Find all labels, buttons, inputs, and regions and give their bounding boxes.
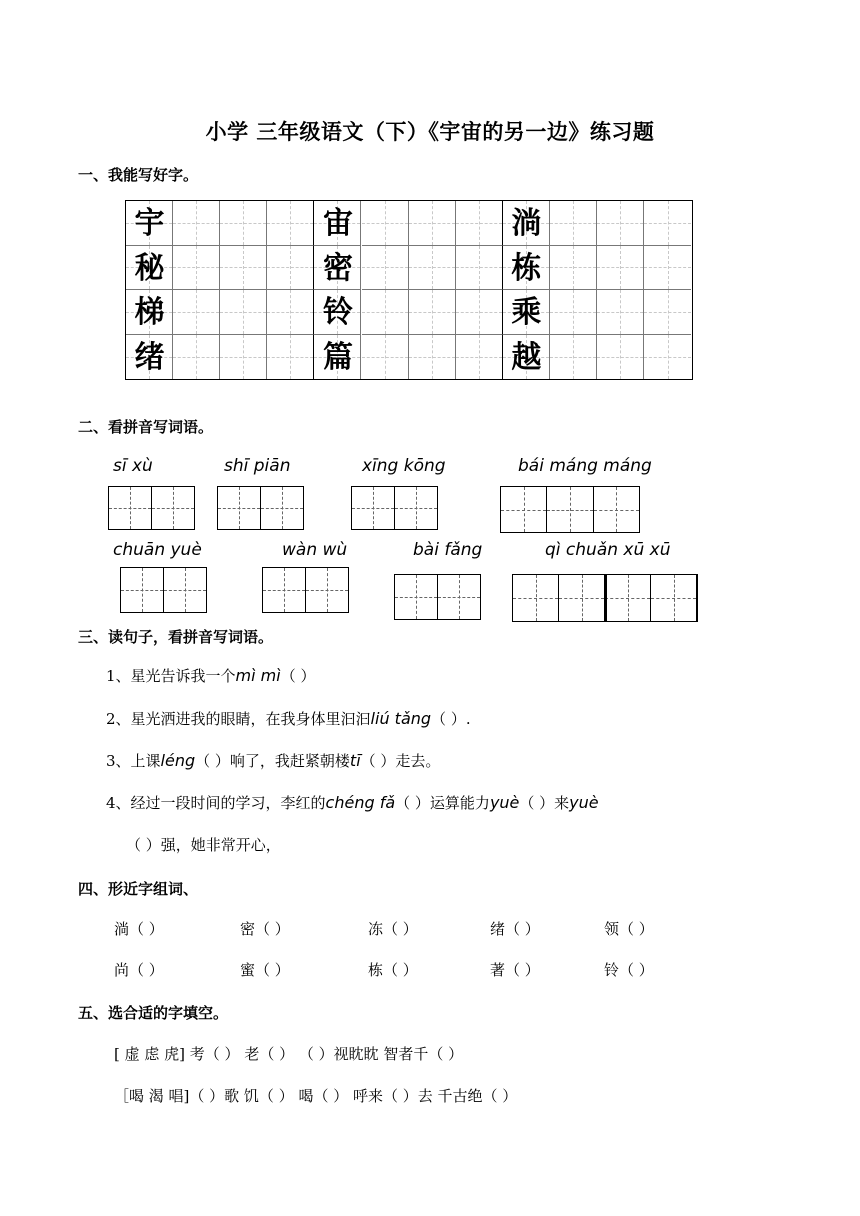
pinyin-chuanyue: chuān yuè bbox=[113, 540, 202, 560]
grid-cell[interactable] bbox=[644, 290, 691, 335]
grid-cell[interactable] bbox=[409, 246, 456, 291]
character-practice-grid bbox=[125, 200, 693, 380]
grid-cell[interactable] bbox=[220, 201, 267, 246]
q3-line-2: 2、星光洒进我的眼睛，在我身体里汩汩liú tǎng（ ）. bbox=[106, 709, 471, 728]
model-character: 越 bbox=[511, 339, 542, 375]
grid-cell[interactable] bbox=[456, 201, 503, 246]
answer-box[interactable] bbox=[108, 486, 195, 530]
answer-box[interactable] bbox=[217, 486, 304, 530]
grid-cell[interactable] bbox=[220, 290, 267, 335]
section-4-heading: 四、形近字组词、 bbox=[78, 880, 199, 898]
grid-cell[interactable] bbox=[362, 335, 409, 380]
pinyin-xingkong: xīng kōng bbox=[362, 456, 446, 476]
grid-cell[interactable] bbox=[550, 201, 597, 246]
grid-cell[interactable] bbox=[644, 201, 691, 246]
model-character: 乘 bbox=[511, 295, 542, 330]
grid-cell[interactable] bbox=[173, 246, 220, 291]
grid-cell[interactable] bbox=[362, 246, 409, 291]
grid-cell[interactable] bbox=[409, 201, 456, 246]
model-character: 栋 bbox=[511, 250, 542, 286]
q3-line-1: 1、星光告诉我一个mì mì（ ） bbox=[106, 666, 316, 685]
pinyin-qichuan-xuxu: qì chuǎn xū xū bbox=[545, 540, 671, 560]
pinyin-shipian: shī piān bbox=[224, 456, 291, 476]
section-1-heading: 一、我能写好字。 bbox=[78, 166, 199, 184]
grid-cell[interactable] bbox=[362, 290, 409, 335]
section-3-heading: 三、读句子，看拼音写词语。 bbox=[78, 628, 274, 646]
model-character: 铃 bbox=[322, 295, 353, 330]
answer-box[interactable] bbox=[500, 486, 640, 533]
page-title: 小学 三年级语文（下）《宇宙的另一边》练习题 bbox=[205, 120, 655, 144]
model-character: 淌 bbox=[511, 206, 542, 241]
grid-cell[interactable] bbox=[456, 246, 503, 291]
answer-box-four[interactable] bbox=[512, 574, 698, 622]
grid-cell[interactable] bbox=[267, 290, 314, 335]
grid-cell[interactable] bbox=[220, 335, 267, 380]
grid-cell[interactable] bbox=[550, 290, 597, 335]
grid-cell[interactable] bbox=[409, 335, 456, 380]
q3-line-5: （ ）强，她非常开心， bbox=[126, 836, 281, 854]
q4-row-2: 尚（ ） 蜜（ ） 栋（ ） 著（ ） 铃（ ） bbox=[114, 961, 654, 979]
grid-cell[interactable] bbox=[267, 201, 314, 246]
answer-box[interactable] bbox=[394, 574, 481, 620]
grid-cell[interactable] bbox=[456, 290, 503, 335]
grid-cell[interactable] bbox=[267, 246, 314, 291]
q5-row-2: ［喝 渴 唱]（ ）歌 饥（ ） 喝（ ） 呼来（ ）去 千古绝（ ） bbox=[114, 1087, 518, 1105]
grid-cell[interactable] bbox=[173, 290, 220, 335]
grid-cell[interactable] bbox=[550, 246, 597, 291]
model-character: 宇 bbox=[134, 206, 165, 241]
grid-cell[interactable] bbox=[173, 335, 220, 380]
model-character: 秘 bbox=[134, 250, 165, 286]
grid-cell[interactable] bbox=[409, 290, 456, 335]
pinyin-sixu: sī xù bbox=[113, 456, 153, 476]
grid-cell[interactable] bbox=[597, 335, 644, 380]
pinyin-bai-mang: bái máng máng bbox=[518, 456, 652, 476]
answer-box[interactable] bbox=[351, 486, 438, 530]
model-character: 绪 bbox=[134, 339, 165, 375]
model-character: 密 bbox=[322, 250, 353, 286]
pinyin-baifang: bài fǎng bbox=[413, 540, 483, 560]
grid-cell[interactable] bbox=[597, 246, 644, 291]
q5-row-1: [ 虚 虑 虎] 考（ ） 老（ ） （ ）视眈眈 智者千（ ） bbox=[114, 1045, 464, 1063]
q4-row-1: 淌（ ） 密（ ） 冻（ ） 绪（ ） 领（ ） bbox=[114, 920, 654, 938]
answer-box[interactable] bbox=[120, 567, 207, 613]
grid-cell[interactable] bbox=[220, 246, 267, 291]
answer-box[interactable] bbox=[262, 567, 349, 613]
grid-cell[interactable] bbox=[597, 201, 644, 246]
pinyin-wanwu: wàn wù bbox=[282, 540, 348, 560]
grid-cell[interactable] bbox=[550, 335, 597, 380]
grid-cell[interactable] bbox=[362, 201, 409, 246]
grid-cell[interactable] bbox=[644, 335, 691, 380]
section-2-heading: 二、看拼音写词语。 bbox=[78, 418, 214, 436]
model-character: 梯 bbox=[134, 295, 165, 330]
grid-cell[interactable] bbox=[267, 335, 314, 380]
grid-cell[interactable] bbox=[597, 290, 644, 335]
q3-line-4: 4、经过一段时间的学习，李红的chéng fǎ（ ）运算能力yuè（ ）来yuè bbox=[106, 793, 599, 812]
q3-line-3: 3、上课léng（ ）响了，我赶紧朝楼tī（ ）走去。 bbox=[106, 751, 441, 770]
grid-cell[interactable] bbox=[644, 246, 691, 291]
section-5-heading: 五、选合适的字填空。 bbox=[78, 1004, 229, 1022]
model-character: 宙 bbox=[322, 206, 353, 241]
model-character: 篇 bbox=[322, 339, 353, 375]
grid-cell[interactable] bbox=[456, 335, 503, 380]
grid-cell[interactable] bbox=[173, 201, 220, 246]
